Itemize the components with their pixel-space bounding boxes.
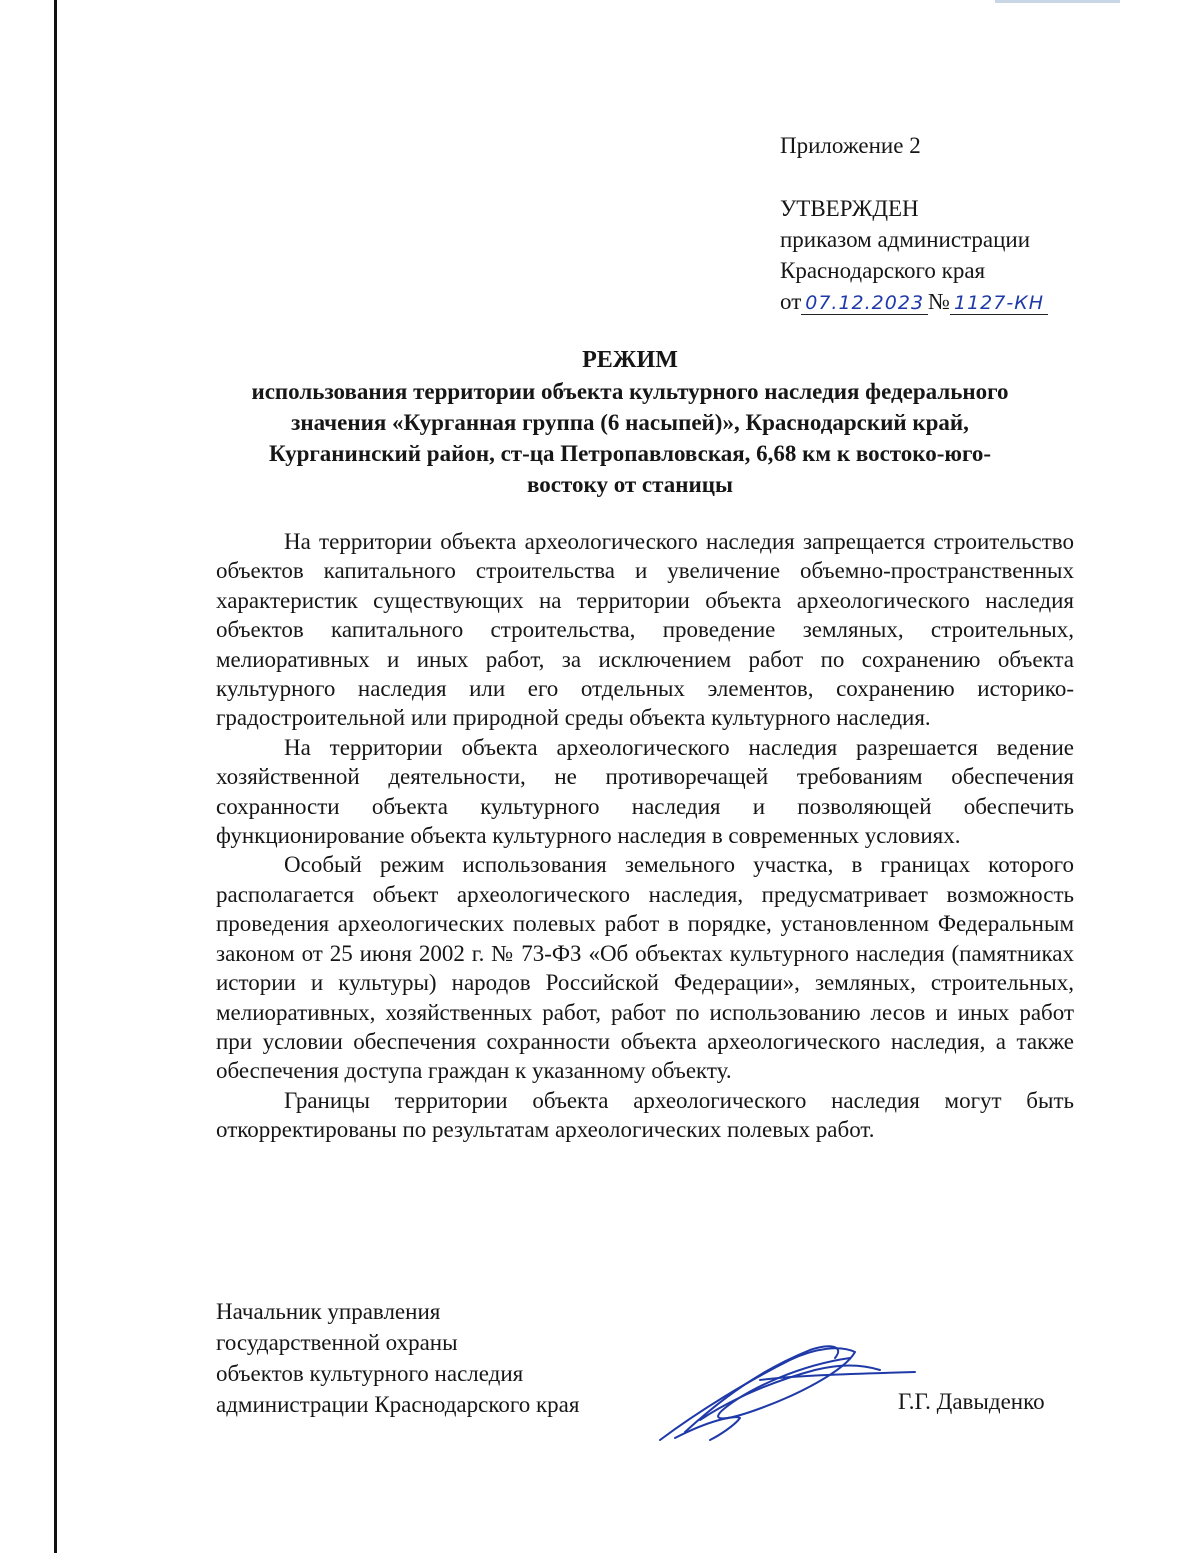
signer-position-line-1: Начальник управления [216, 1299, 441, 1324]
signer-name: Г.Г. Давыденко [898, 1389, 1045, 1414]
approved-label: УТВЕРЖДЕН [780, 196, 919, 221]
title-line-3: Курганинский район, ст-ца Петропавловская, 6,68 км к востоко-юго- [268, 441, 992, 466]
scan-border-line [54, 0, 57, 1553]
signer-position-line-4: администрации Краснодарского края [216, 1392, 580, 1417]
approval-stamp-block [780, 130, 1180, 317]
document-body [216, 527, 1074, 1145]
title-line-2: значения «Курганная группа (6 насыпей)», Краснодарский край, [291, 410, 969, 435]
title-line-4: востоку от станицы [527, 472, 733, 497]
paragraph: Границы территории объекта археологического наследия могут быть откорректированы по результатам археологических полевых работ. [216, 1087, 1074, 1143]
paragraph: На территории объекта археологического наследия разрешается ведение хозяйственной деятельности, не противоречащей требованиям обеспечения сохранности объекта культурного наследия и позволяющей обеспечить функционирование объекта культурного наследия в современных условиях. [216, 734, 1074, 849]
signer-position-block [216, 1296, 676, 1420]
approved-region: Краснодарского края [780, 258, 986, 283]
handwritten-signature [640, 1340, 940, 1450]
signer-position-line-3: объектов культурного наследия [216, 1361, 524, 1386]
document-title-block [200, 345, 1060, 500]
scan-artifact [995, 0, 1120, 3]
title-line-1: использования территории объекта культурного наследия федерального [251, 379, 1009, 404]
date-prefix: от [780, 289, 802, 314]
document-title: РЕЖИМ [582, 347, 678, 373]
order-date: 07.12.2023 [801, 292, 928, 315]
approved-by-order: приказом администрации [780, 227, 1031, 252]
order-number: 1127-КН [950, 292, 1048, 315]
paragraph: На территории объекта археологического наследия запрещается строительство объектов капитального строительства и увеличение объемно-пространственных характеристик существующих на территории объекта археологического наследия объектов капитального строительства, проведение земляных, строительных, мелиоративных и иных работ, за исключением работ по сохранению объекта культурного наследия или его отдельных элементов, сохранению историко-градостроительной или природной среды объекта культурного наследия. [216, 529, 1074, 731]
paragraph: Особый режим использования земельного участка, в границах которого располагается объект археологического наследия, предусматривает возможность проведения археологических полевых работ в порядке, установленном Федеральным законом от 25 июня 2002 г. № 73-ФЗ «Об объектах культурного наследия (памятниках истории и культуры) народов Российской Федерации», земляных, строительных, мелиоративных, хозяйственных работ, работ по использованию лесов и иных работ при условии обеспечения сохранности объекта археологического наследия, а также обеспечения доступа граждан к указанному объекту. [216, 852, 1074, 1084]
appendix-label: Приложение 2 [780, 133, 921, 158]
number-prefix: № [928, 289, 950, 314]
order-date-line [780, 286, 1180, 317]
signer-position-line-2: государственной охраны [216, 1330, 458, 1355]
